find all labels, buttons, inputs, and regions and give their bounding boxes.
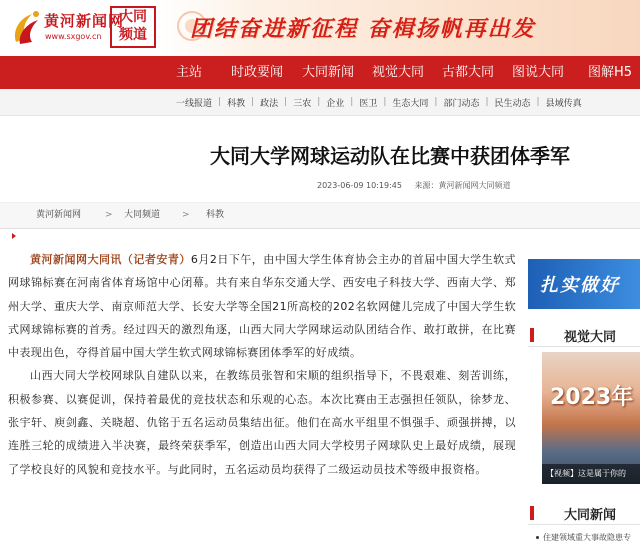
nav-item-datong-news[interactable]: 大同新闻 (302, 65, 355, 80)
site-logo[interactable] (10, 6, 125, 50)
video-caption-bar (542, 464, 640, 484)
article-title: 大同大学网球运动队在比赛中获团体季军 (210, 144, 570, 168)
breadcrumb (0, 202, 640, 229)
logo-name: 黄河新闻网 (44, 12, 125, 30)
subnav-item[interactable]: 民生动态 (494, 98, 531, 109)
sidebar-section-datong-news (528, 502, 640, 525)
subnav-item[interactable]: 政法 (260, 98, 279, 109)
channel-badge[interactable] (110, 6, 156, 48)
subnav-item[interactable]: 企业 (326, 98, 345, 109)
sidebar-banner-text: 扎实做好 (540, 275, 620, 296)
breadcrumb-item-category[interactable]: 科教 (206, 210, 225, 220)
section-marker (530, 328, 534, 342)
subnav-item[interactable]: 部门动态 (443, 98, 480, 109)
video-year-text: 2023年 (550, 385, 634, 410)
article-paragraph-1-text: 6月2日下午，由中国大学生体育协会主办的首届中国大学生软式网球锦标赛在河南省体育场馆中心闭幕。共有来自华东交通大学、西安电子科技大学、西南大学、郑州大学、重庆大学、南京师范大学、长安大学等全国21所高校的202名软网健儿完成了中国大学生软式网球锦标赛的首秀。经过四天的激烈角逐，山西大同大学网球运动队团结合作、敢打敢拼，在比赛中表现出色，夺得首届中国大学生软式网球锦标赛团体季军的好成绩。 (8, 253, 516, 360)
subnav-item[interactable]: 科教 (227, 98, 246, 109)
sidebar-section-title[interactable]: 视觉大同 (564, 330, 617, 345)
nav-item-visual-datong[interactable]: 视觉大同 (372, 65, 425, 80)
subnav-item[interactable]: 医卫 (359, 98, 378, 109)
article-paragraph: 山西大同大学校网球队自建队以来，在教练员张智和宋顺的组织指导下，不畏艰难、刻苦训练，积极参赛、以赛促训，保持着最优的竞技状态和乐观的心态。本次比赛由王志强担任领队，徐梦龙、张宇轩、庾剑鑫、关晓超、仇铭于五名运动员集结出征。他们在高水平组里不惧强手、顽强拼搏，以连胜三轮的成绩进入半决赛，最终荣获季军，创造出山西大同大学校男子网球队史上最好成绩，展现了学校良好的风貌和竞技水平。与此同时，五名运动员均获得了二级运动员技术等级申报资格。 (8, 369, 516, 476)
breadcrumb-separator-icon: > (182, 210, 190, 220)
article-datetime: 2023-06-09 10:19:45 (317, 181, 402, 190)
sidebar-video-thumbnail[interactable] (542, 352, 640, 484)
nav-item-photo-datong[interactable]: 图说大同 (512, 65, 565, 80)
nav-item-ancient-datong[interactable]: 古都大同 (442, 65, 495, 80)
video-caption: 【视频】这是属于你的 (546, 469, 626, 478)
subnav-item[interactable]: 三农 (293, 98, 312, 109)
channel-badge-line2: 频道 (119, 27, 147, 43)
sidebar-news-item[interactable] (536, 532, 631, 543)
breadcrumb-separator-icon: > (105, 210, 113, 220)
site-header (0, 0, 640, 56)
article-meta (317, 180, 511, 191)
article-body (8, 248, 516, 481)
subnav-item[interactable]: 县域传真 (545, 98, 582, 109)
sidebar-section-visual-datong (528, 324, 640, 347)
sidebar-news-text: 住建领域重大事故隐患专 (543, 533, 631, 542)
breadcrumb-item-home[interactable]: 黄河新闻网 (36, 210, 82, 220)
caret-icon (10, 232, 18, 240)
nav-item-politics[interactable]: 时政要闻 (231, 65, 284, 80)
breadcrumb-item-channel[interactable]: 大同频道 (124, 210, 161, 220)
nav-item-main-site[interactable]: 主站 (176, 65, 203, 80)
sidebar-banner[interactable] (528, 259, 640, 309)
article-lead: 黄河新闻网大同讯（记者安青） (30, 253, 191, 266)
slogan-text: 团结奋进新征程 奋楫扬帆再出发 (190, 17, 536, 42)
yellow-river-logo-icon (10, 8, 44, 48)
main-nav (0, 56, 640, 89)
channel-badge-line1: 大同 (119, 9, 147, 25)
sub-nav: 一线报道 | 科教 | 政法 | 三农 | 企业 | 医卫 | 生态大同 | 部门动态 | 民生动态 | 县域传真 (0, 89, 640, 116)
article-source: 来源：黄河新闻网大同频道 (414, 181, 511, 190)
subnav-item[interactable]: 一线报道 (176, 98, 213, 109)
bullet-icon (536, 536, 539, 539)
article-paragraph (8, 248, 516, 364)
section-marker (530, 506, 534, 520)
subnav-item[interactable]: 生态大同 (392, 98, 429, 109)
sidebar-section-title[interactable]: 大同新闻 (564, 508, 617, 523)
nav-item-infographic[interactable]: 图解H5 (588, 65, 633, 80)
logo-url: www.sxgov.cn (45, 32, 102, 41)
